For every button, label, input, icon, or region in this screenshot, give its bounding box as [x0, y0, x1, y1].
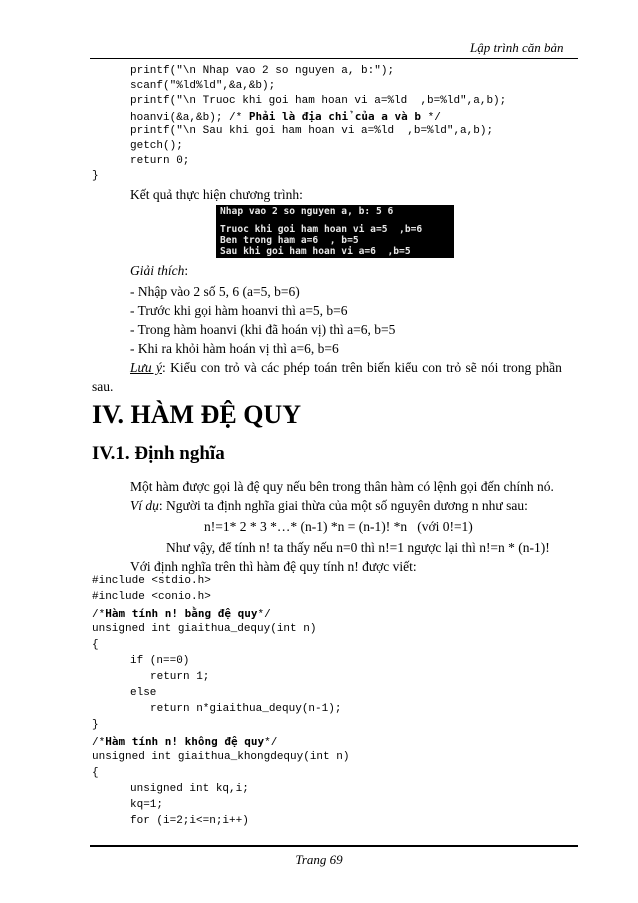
subsection-title: IV.1. Định nghĩa: [92, 443, 225, 464]
explain-heading: Giải thích:: [130, 263, 189, 278]
code-line: #include <conio.h>: [92, 591, 211, 603]
footer-rule: [90, 845, 578, 847]
definition-paragraph: Một hàm được gọi là đệ quy nếu bên trong thân hàm có lệnh gọi đến chính nó.: [130, 479, 554, 494]
code-line: unsigned int kq,i;: [130, 783, 249, 795]
code-line: getch();: [130, 140, 183, 152]
note: Lưu ý: Kiểu con trỏ và các phép toán trên biến kiểu con trỏ sẽ nói trong phần: [130, 360, 562, 375]
explain-item: - Nhập vào 2 số 5, 6 (a=5, b=6): [130, 284, 300, 299]
factorial-formula: n!=1* 2 * 3 *…* (n-1) *n = (n-1)! *n (với 0!=1): [204, 519, 473, 534]
code-line: unsigned int giaithua_khongdequy(int n): [92, 751, 350, 763]
code-line: scanf("%ld%ld",&a,&b);: [130, 80, 276, 92]
code-line: printf("\n Truoc khi goi ham hoan vi a=%ld ,b=%ld",a,b);: [130, 95, 507, 107]
recursion-paragraph: Như vậy, để tính n! ta thấy nếu n=0 thì n!=1 ngược lại thì n!=n * (n-1)!: [166, 540, 550, 555]
code-line: #include <stdio.h>: [92, 575, 211, 587]
console-line: Truoc khi goi ham hoan vi a=5 ,b=6: [220, 224, 423, 235]
console-line: Nhap vao 2 so nguyen a, b: 5 6: [220, 206, 394, 217]
explain-item: - Trước khi gọi hàm hoanvi thì a=5, b=6: [130, 303, 348, 318]
console-line: Sau khi goi ham hoan vi a=6 ,b=5: [220, 246, 411, 257]
section-title: IV. HÀM ĐỆ QUY: [92, 400, 301, 429]
code-line: printf("\n Nhap vao 2 so nguyen a, b:");: [130, 65, 395, 77]
intro-paragraph: Với định nghĩa trên thì hàm đệ quy tính n! được viết:: [130, 559, 417, 574]
header-rule: [90, 58, 578, 59]
note-continued: sau.: [92, 379, 114, 394]
code-line: {: [92, 639, 99, 651]
example-paragraph: Ví dụ: Người ta định nghĩa giai thừa của một số nguyên dương n như sau:: [130, 498, 528, 513]
console-line: Ben trong ham a=6 , b=5: [220, 235, 359, 246]
explain-item: - Khi ra khỏi hàm hoán vị thì a=6, b=6: [130, 341, 339, 356]
code-line: kq=1;: [130, 799, 164, 811]
code-line: return 0;: [130, 155, 190, 167]
code-line: for (i=2;i<=n;i++): [130, 815, 249, 827]
running-header: Lập trình căn bản: [470, 40, 564, 55]
code-line: return 1;: [150, 671, 210, 683]
console-output: [216, 205, 454, 258]
code-line: return n*giaithua_dequy(n-1);: [150, 703, 342, 715]
code-comment: /*Hàm tính n! bằng đệ quy*/: [92, 607, 271, 621]
code-line: }: [92, 719, 99, 731]
code-line: }: [92, 170, 99, 182]
code-line: unsigned int giaithua_dequy(int n): [92, 623, 317, 635]
code-line: {: [92, 767, 99, 779]
code-line: hoanvi(&a,&b); /* Phải là địa chỉ của a và b */: [130, 110, 441, 124]
code-line: printf("\n Sau khi goi ham hoan vi a=%ld ,b=%ld",a,b);: [130, 125, 494, 137]
code-line: else: [130, 687, 157, 699]
explain-item: - Trong hàm hoanvi (khi đã hoán vị) thì a=6, b=5: [130, 322, 396, 337]
code-comment: /*Hàm tính n! không đệ quy*/: [92, 735, 278, 749]
code-line: if (n==0): [130, 655, 190, 667]
page-number: Trang 69: [295, 852, 343, 867]
result-label: Kết quả thực hiện chương trình:: [130, 187, 303, 202]
